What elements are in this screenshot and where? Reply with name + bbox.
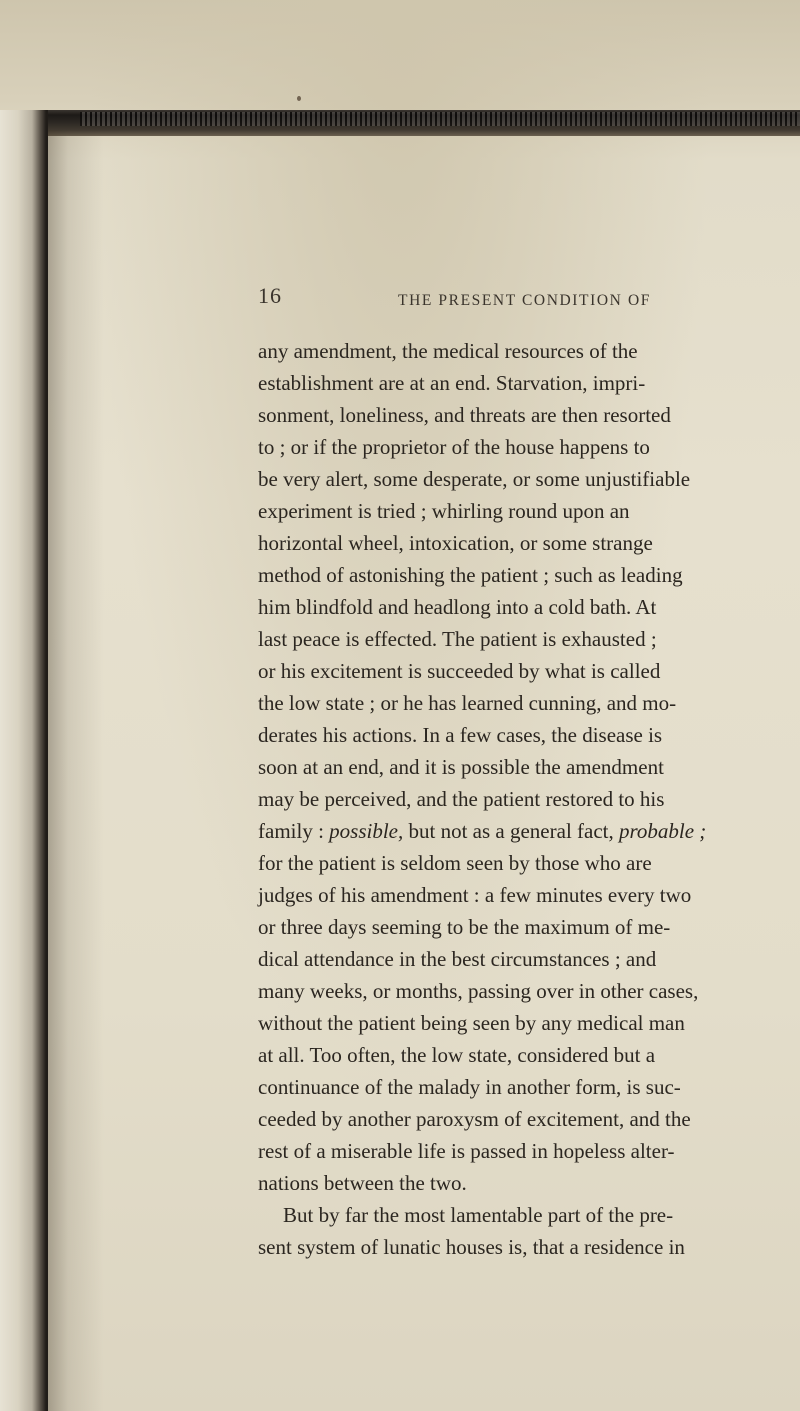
text-line: or three days seeming to be the maximum of me- [258,915,671,939]
text-line: sent system of lunatic houses is, that a residence in [258,1235,685,1259]
gutter-shadow [48,130,104,1411]
text-line: continuance of the malady in another form, is suc- [258,1075,681,1099]
text-line: ceeded by another paroxysm of excitement, and the [258,1107,691,1131]
text-line: him blindfold and headlong into a cold bath. At [258,595,657,619]
italic-possible: possible, [329,819,404,843]
text-line: many weeks, or months, passing over in other cases, [258,979,699,1003]
text-line: horizontal wheel, intoxication, or some strange [258,531,653,555]
text-line: the low state ; or he has learned cunning, and mo- [258,691,677,715]
line-16-middle: but not as a general fact, [403,819,619,843]
text-line: experiment is tried ; whirling round upon an [258,499,630,523]
text-line: method of astonishing the patient ; such as leading [258,563,683,587]
text-line: rest of a miserable life is passed in hopeless alter- [258,1139,675,1163]
page-content [258,0,800,1411]
text-line: derates his actions. In a few cases, the disease is [258,723,663,747]
text-line: be very alert, some desperate, or some unjustifiable [258,467,691,491]
text-line: sonment, loneliness, and threats are then resorted [258,403,671,427]
text-line: at all. Too often, the low state, considered but a [258,1043,656,1067]
text-line: without the patient being seen by any medical man [258,1011,685,1035]
italic-probable: probable ; [619,819,707,843]
running-head-title: THE PRESENT CONDITION OF [398,292,651,309]
text-line: soon at an end, and it is possible the amendment [258,755,664,779]
running-head [258,283,788,319]
text-line: establishment are at an end. Starvation, impri- [258,371,646,395]
text-line: dical attendance in the best circumstances ; and [258,947,657,971]
text-line: or his excitement is succeeded by what is called [258,659,661,683]
text-line: nations between the two. [258,1171,467,1195]
text-line: last peace is effected. The patient is exhausted ; [258,627,657,651]
paragraph-start-line: But by far the most lamentable part of the pre- [283,1203,674,1227]
text-line: for the patient is seldom seen by those who are [258,851,652,875]
text-line: judges of his amendment : a few minutes every two [258,883,692,907]
body-text [258,335,800,1263]
text-line: may be perceived, and the patient restored to his [258,787,665,811]
text-line: any amendment, the medical resources of the [258,339,638,363]
text-line-with-italics [258,815,800,847]
page-number: 16 [258,283,282,308]
left-binding-strip [0,110,48,1411]
line-16-before: family : [258,819,330,843]
text-line: to ; or if the proprietor of the house happens to [258,435,650,459]
